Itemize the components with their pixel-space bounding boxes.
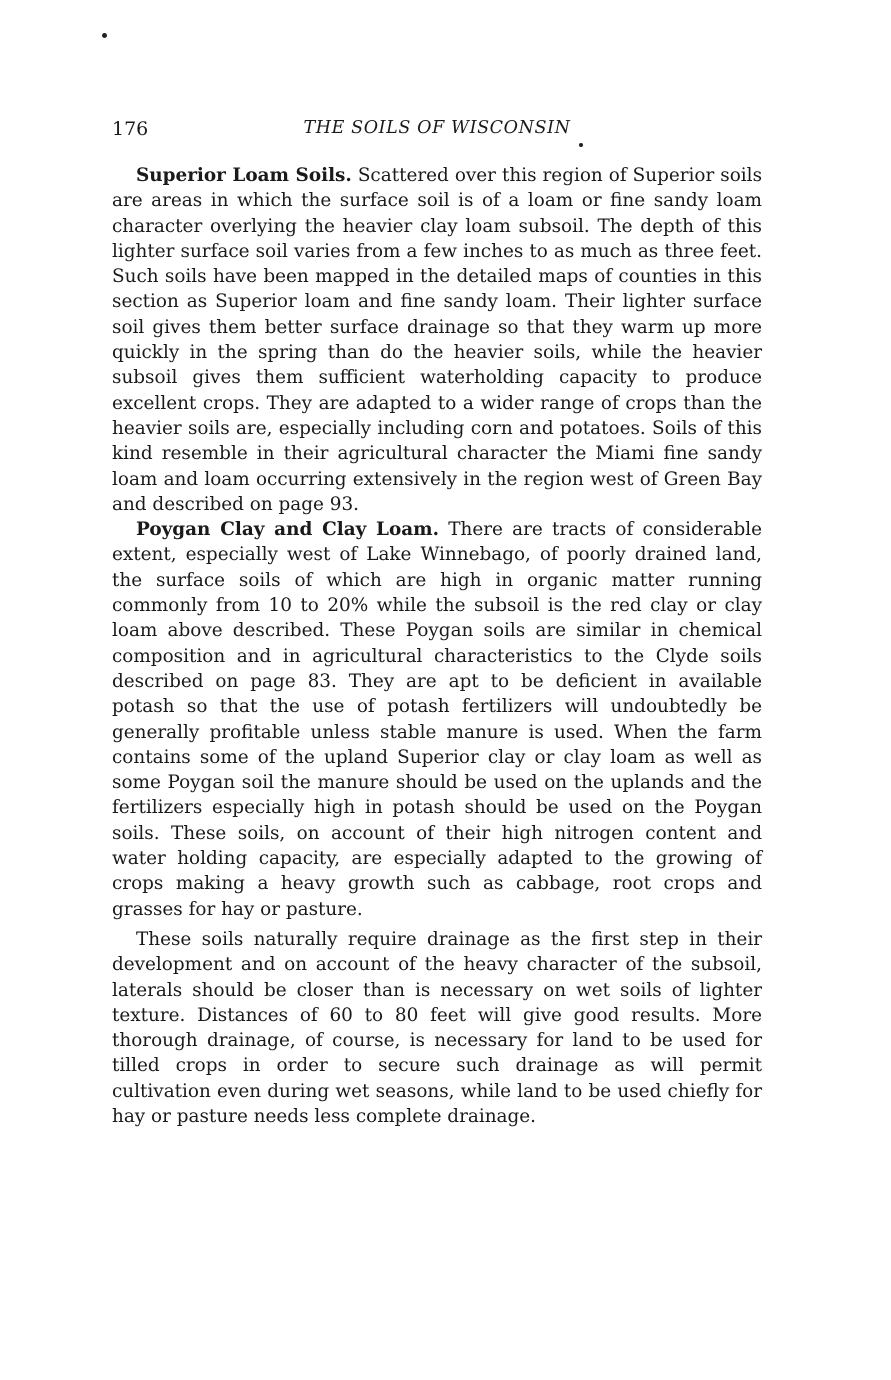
paragraph-text: Scattered over this region of Superior soils are areas in which the surface soil is of a loam or fine sandy loam character overlying the heavier clay loam subsoil. The depth of this lighter surface soil varies from a few inches to as much as three feet. Such soils have been mapped in the detailed maps of counties in this section as Superior loam and fine sandy loam. Their lighter surface soil gives them better surface drainage so that they warm up more quickly in the spring than do the heavier soils, while the heavier subsoil gives them sufficient waterholding capacity to produce excellent crops. They are adapted to a wider range of crops than the heavier soils are, especially including corn and potatoes. Soils of this kind resemble in their agricultural character the Miami fine sandy loam and loam occurring extensively in the region west of Green Bay and described on page 93. xyxy=(112,165,763,515)
running-title: THE SOILS OF WISCONSIN xyxy=(303,118,571,138)
body-text xyxy=(112,163,762,1129)
paragraph-poygan-clay xyxy=(112,517,762,922)
paragraph-drainage xyxy=(112,927,762,1129)
paragraph-superior-loam xyxy=(112,163,762,517)
run-in-heading: Superior Loam Soils. xyxy=(136,165,352,186)
page-number: 176 xyxy=(112,118,149,140)
paragraph-text: There are tracts of considerable extent, especially west of Lake Winnebago, of poorly drained land, the surface soils of which are high in organic matter running commonly from 10 to 20% while the subsoil is the red clay or clay loam above described. These Poygan soils are similar in chemical composition and in agricultural characteristics to the Clyde soils described on page 83. They are apt to be deficient in available potash so that the use of potash fertilizers will undoubtedly be generally profitable unless stable manure is used. When the farm contains some of the upland Superior clay or clay loam as well as some Poygan soil the manure should be used on the uplands and the fertilizers especially high in potash should be used on the Poygan soils. These soils, on account of their high nitrogen content and water holding capacity, are especially adapted to the growing of crops making a heavy growth such as cabbage, root crops and grasses for hay or pasture. xyxy=(112,519,762,920)
running-header xyxy=(112,118,762,148)
run-in-heading: Poygan Clay and Clay Loam. xyxy=(136,519,440,541)
paragraph-text: These soils naturally require drainage as the first step in their development and on account of the heavy character of the subsoil, laterals should be closer than is necessary on wet soils of lighter texture. Distances of 60 to 80 feet will give good results. More thorough drainage, of course, is necessary for land to be used for tilled crops in order to secure such drainage as will permit cultivation even during wet seasons, while land to be used chiefly for hay or pasture needs less complete drainage. xyxy=(112,928,762,1127)
print-speck xyxy=(102,33,107,38)
